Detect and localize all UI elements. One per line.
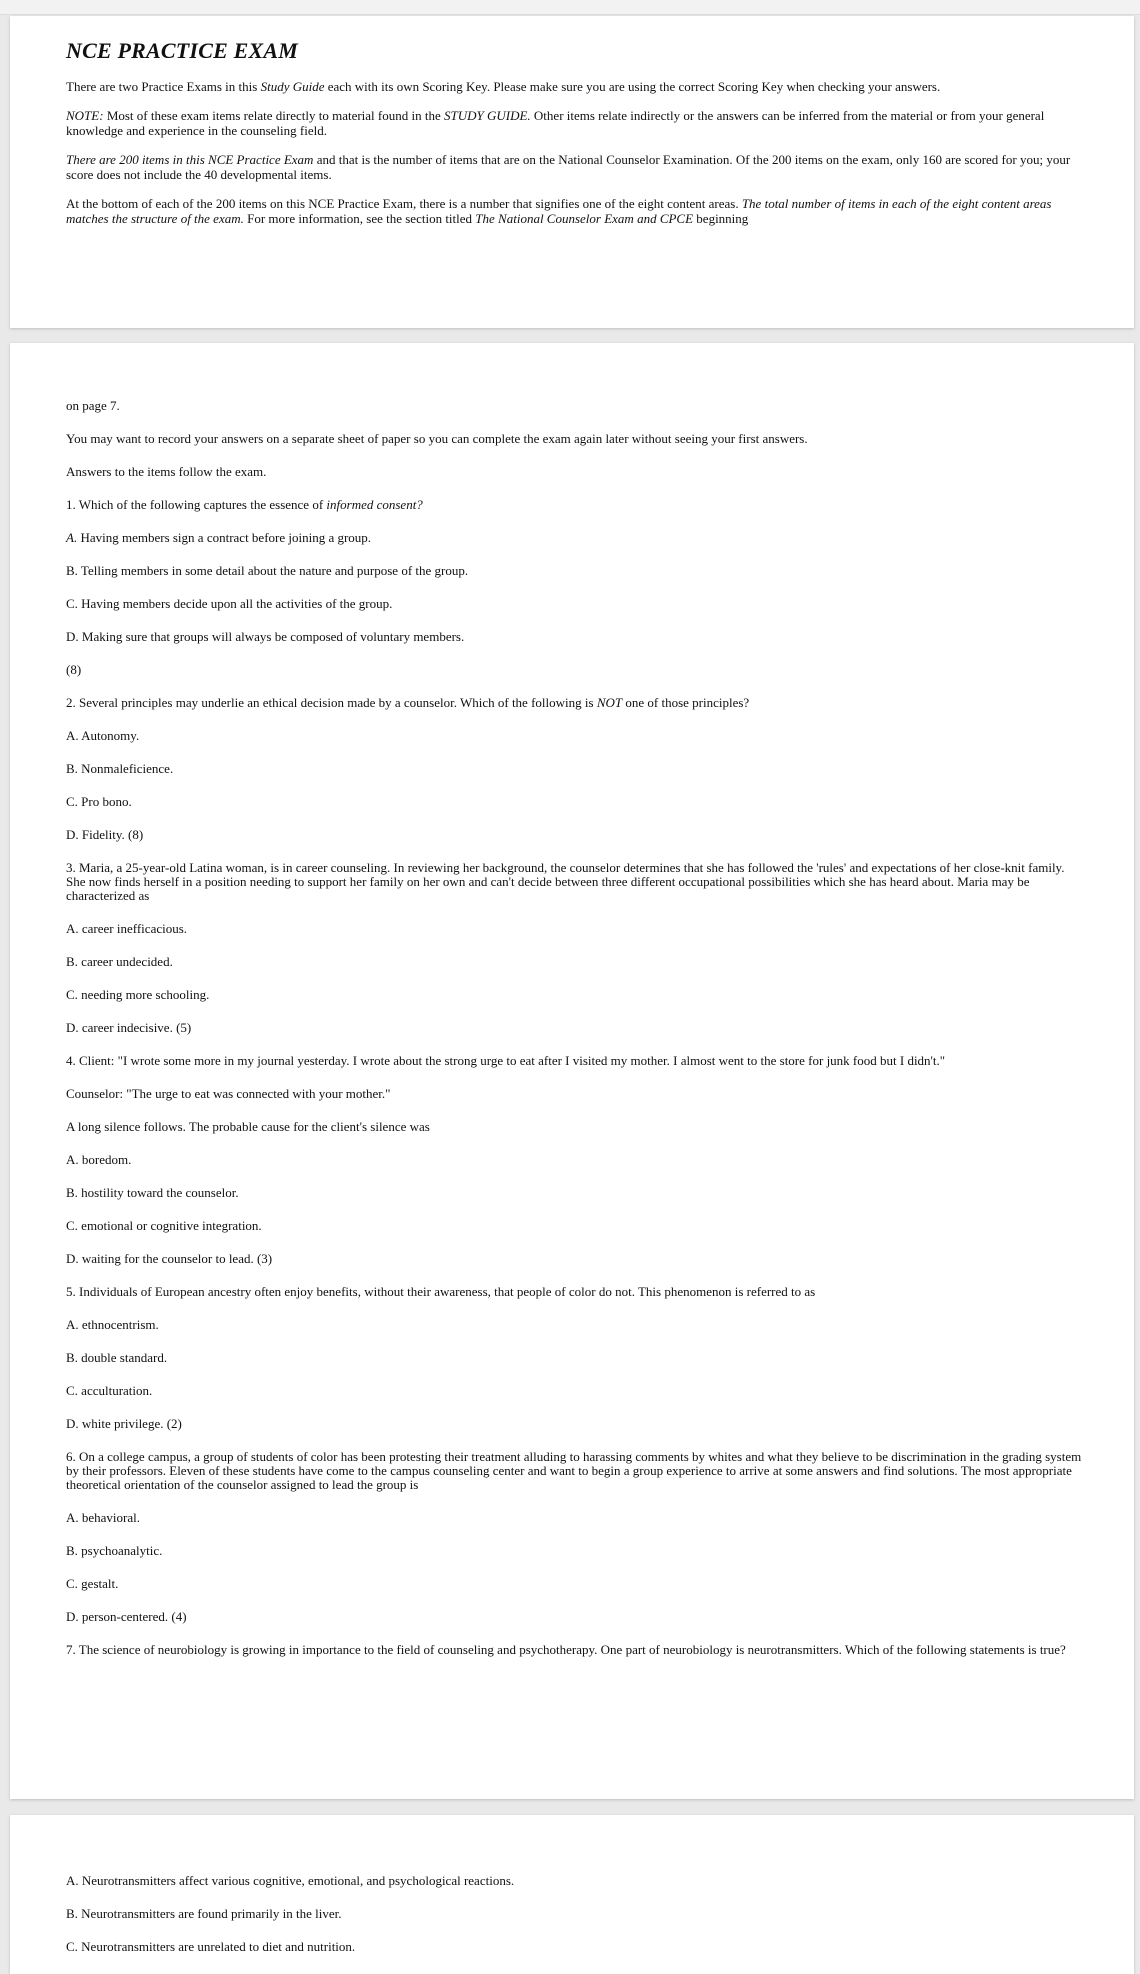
q2-option-c: C. Pro bono. [66,794,132,809]
q4-option-d: D. waiting for the counselor to lead. (3) [66,1251,273,1266]
q3-option-d: D. career indecisive. (5) [66,1020,192,1035]
document-page-2 [10,343,1134,1799]
q1-content-area: (8) [66,662,82,677]
q3-option-c: C. needing more schooling. [66,987,210,1002]
q1-option-b: B. Telling members in some detail about the nature and purpose of the group. [66,563,469,578]
page-2-content [66,399,1086,1676]
q1-option-c: C. Having members decide upon all the activities of the group. [66,596,393,611]
document-page-3 [10,1815,1134,1974]
q4-option-c: C. emotional or cognitive integration. [66,1218,262,1233]
q2-option-d: D. Fidelity. (8) [66,827,144,842]
question-5: 5. Individuals of European ancestry often enjoy benefits, without their awareness, that people of color do not. This phenomenon is referred to as [66,1284,816,1299]
question-4: 4. Client: "I wrote some more in my journal yesterday. I wrote about the strong urge to eat after I visited my mother. I almost went to the store for junk food but I didn't." [66,1053,946,1068]
viewer-top-bar [0,0,1140,15]
q7-option-b: B. Neurotransmitters are found primarily in the liver. [66,1906,342,1921]
q2-option-a: A. Autonomy. [66,728,140,743]
q6-option-a: A. behavioral. [66,1510,141,1525]
q6-option-b: B. psychoanalytic. [66,1543,163,1558]
document-page-1 [10,16,1134,328]
question-6: 6. On a college campus, a group of students of color has been protesting their treatment alluding to harassing comments by whites and what they believe to be discrimination in the grading system by their professors. Eleven of these students have come to the campus counseling center and want to begin a group experience to arrive at some answers and find solutions. The most appropriate theoretical orientation of the counselor assigned to lead the group is [66,1449,1082,1492]
q5-option-b: B. double standard. [66,1350,168,1365]
page-3-content [66,1874,1086,1973]
q1-option-d: D. Making sure that groups will always be composed of voluntary members. [66,629,465,644]
answers-note: Answers to the items follow the exam. [66,464,267,479]
page-title: NCE PRACTICE EXAM [66,38,299,63]
q7-option-c: C. Neurotransmitters are unrelated to diet and nutrition. [66,1939,356,1954]
page-1-content [66,38,1086,240]
question-1: 1. Which of the following captures the essence of informed consent? [66,497,423,512]
q4-option-a: A. boredom. [66,1152,132,1167]
q3-option-b: B. career undecided. [66,954,173,969]
items-count-paragraph: There are 200 items in this NCE Practice Exam and that is the number of items that are on the National Counselor Examination. Of the 200 items on the exam, only 160 are scored for you; your score does not include the 40 developmental items. [66,152,1071,182]
record-answers-note: You may want to record your answers on a separate sheet of paper so you can complete the exam again later without seeing your first answers. [66,431,808,446]
q1-option-a-letter: A. [66,530,78,545]
q3-option-a: A. career inefficacious. [66,921,188,936]
q4-counselor-line: Counselor: "The urge to eat was connected with your mother." [66,1086,391,1101]
q4-option-b: B. hostility toward the counselor. [66,1185,239,1200]
q4-silence-line: A long silence follows. The probable cause for the client's silence was [66,1119,430,1134]
q2-option-b: B. Nonmaleficience. [66,761,174,776]
q6-option-c: C. gestalt. [66,1576,119,1591]
question-2: 2. Several principles may underlie an ethical decision made by a counselor. Which of the following is NOT one of those principles? [66,695,750,710]
q5-option-c: C. acculturation. [66,1383,153,1398]
q1-option-a-text: Having members sign a contract before joining a group. [77,530,372,545]
intro-paragraph: There are two Practice Exams in this Study Guide each with its own Scoring Key. Please make sure you are using the correct Scoring Key when checking your answers. [66,79,941,94]
question-7: 7. The science of neurobiology is growing in importance to the field of counseling and psychotherapy. One part of neurobiology is neurotransmitters. Which of the following statements is true? [66,1642,1066,1657]
q5-option-a: A. ethnocentrism. [66,1317,159,1332]
continued-text: on page 7. [66,398,120,413]
q1-option-a [66,531,1086,545]
question-3: 3. Maria, a 25-year-old Latina woman, is in career counseling. In reviewing her background, the counselor determines that she has followed the 'rules' and expectations of her close-knit family. She now finds herself in a position needing to support her family on her own and can't decide between three different occupational possibilities which she has heard about. Maria may be characterized as [66,860,1065,903]
q6-option-d: D. person-centered. (4) [66,1609,187,1624]
note-paragraph: NOTE: Most of these exam items relate directly to material found in the STUDY GUIDE. Other items relate indirectly or the answers can be inferred from the material or from your general knowledge and experience in the counseling field. [66,108,1045,138]
content-areas-paragraph: At the bottom of each of the 200 items on this NCE Practice Exam, there is a number that signifies one of the eight content areas. The total number of items in each of the eight content areas matches the structure of the exam. For more information, see the section titled The National Counselor Exam and CPCE beginning [66,196,1052,226]
q7-option-a: A. Neurotransmitters affect various cognitive, emotional, and psychological reactions. [66,1873,515,1888]
q5-option-d: D. white privilege. (2) [66,1416,182,1431]
